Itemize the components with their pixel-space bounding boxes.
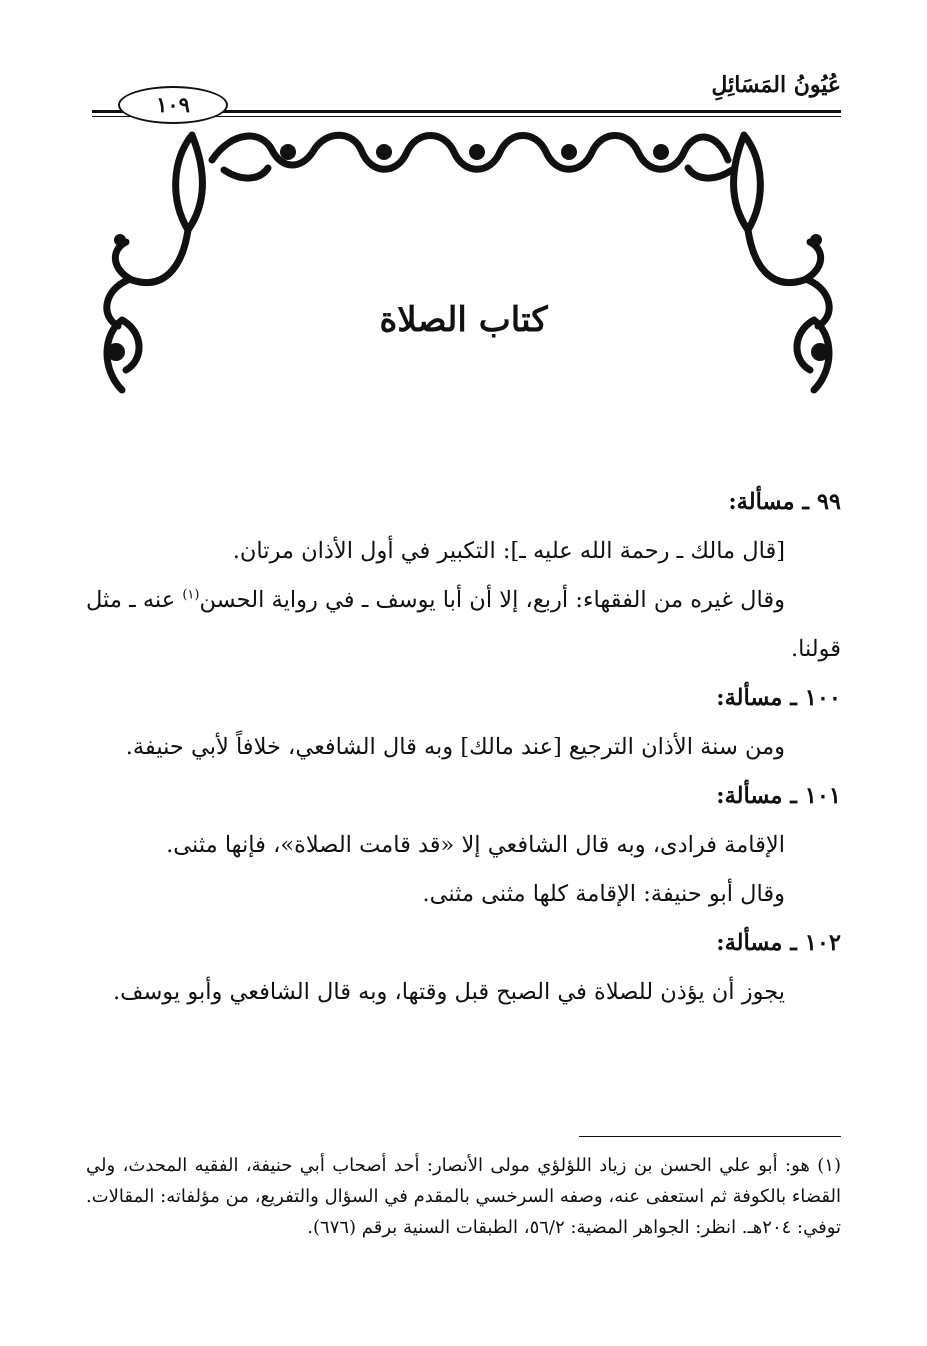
issue-heading-100: ١٠٠ ـ مسألة: <box>716 685 841 711</box>
paragraph-text-continued: عنه ـ مثل قولنا. <box>86 587 841 662</box>
issue-heading-101: ١٠١ ـ مسألة: <box>716 783 841 809</box>
footnote-1: (١) هو: أبو علي الحسن بن زياد اللؤلؤي مولى الأنصار: أحد أصحاب أبي حنيفة، الفقيه المحدث، ولي القضاء بالكوفة ثم استعفى عنه، وصفه السرخسي بالمقدم في السؤال والتفريع، من مؤلفاته: المقالات. توفي: ٢٠٤هـ. انظر: الجواهر المضية: ٥٦/٢، الطبقات السنية برقم (٦٧٦). <box>86 1155 841 1238</box>
running-header-title: عُيُونُ المَسَائِلِ <box>711 72 841 98</box>
issue-heading-99: ٩٩ ـ مسألة: <box>728 489 841 515</box>
paragraph-text: وقال غيره من الفقهاء: أربع، إلا أن أبا يوسف ـ في رواية الحسن <box>199 587 785 613</box>
body-text <box>86 478 841 1017</box>
ornamental-frame <box>92 120 844 400</box>
page-number: ١٠٩ <box>118 86 228 124</box>
chapter-title: كتاب الصلاة <box>379 300 548 340</box>
footnote-separator <box>579 1136 841 1137</box>
paragraph: [قال مالك ـ رحمة الله عليه ـ]: التكبير في أول الأذان مرتان. <box>232 538 785 564</box>
paragraph: يجوز أن يؤذن للصلاة في الصبح قبل وقتها، وبه قال الشافعي وأبو يوسف. <box>113 979 785 1005</box>
paragraph: الإقامة فرادى، وبه قال الشافعي إلا «قد قامت الصلاة»، فإنها مثنى. <box>166 832 785 858</box>
paragraph <box>86 576 841 674</box>
paragraph: ومن سنة الأذان الترجيع [عند مالك] وبه قال الشافعي، خلافاً لأبي حنيفة. <box>125 734 785 760</box>
paragraph: وقال أبو حنيفة: الإقامة كلها مثنى مثنى. <box>422 881 785 907</box>
footnote-ref: (١) <box>182 587 200 603</box>
issue-heading-102: ١٠٢ ـ مسألة: <box>716 930 841 956</box>
footnotes <box>86 1150 841 1243</box>
